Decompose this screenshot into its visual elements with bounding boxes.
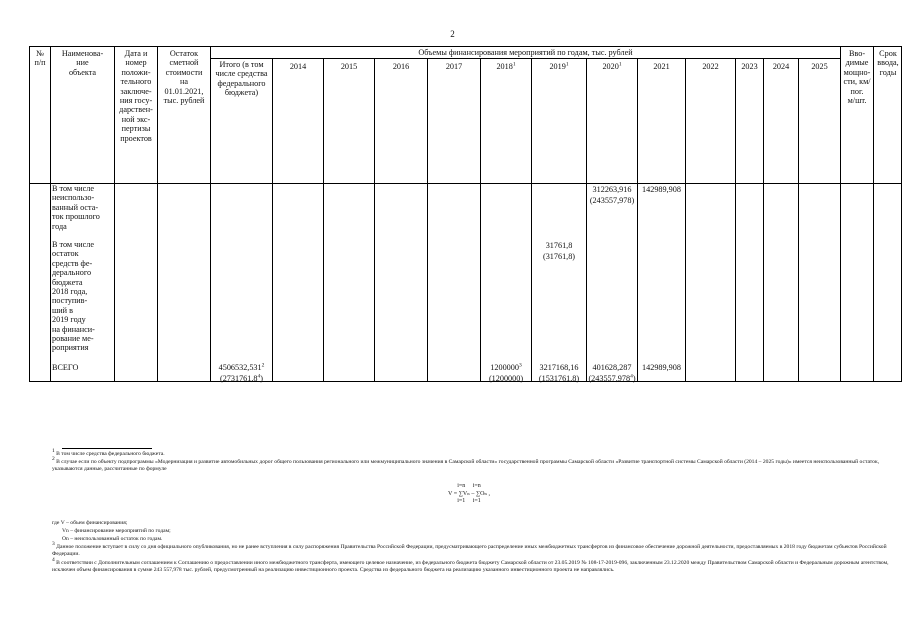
- header-number: № п/п: [34, 49, 46, 68]
- row-unused-2021: 142989,908: [642, 185, 681, 194]
- header-year-2016: 2016: [392, 62, 410, 71]
- scan-edge-artifact: [800, 0, 905, 3]
- row-federal-2019: 31761,8 (31761,8): [542, 241, 576, 261]
- footnote-3: $^3$ Данное положение вступает в силу со дня официального опубликования, но не ранее вступления в силу распоряжения Правительства Российской Федерации, предусматривающего распределение иных межбюджетных трансфертов из финансовое обеспечение дорожной деятельности, предоставляемых в 2018 году бюджетам субъектов Российской Федерации.: [52, 541, 887, 558]
- page-number: 2: [450, 29, 455, 39]
- row-total-2021: 142989,908: [642, 363, 681, 372]
- header-object-name: Наименова- ние объекта: [61, 49, 104, 77]
- funding-table: [29, 46, 902, 382]
- row-total-2019: 3217168,16 (1531761,8): [538, 363, 580, 383]
- footnote-rule: [62, 448, 152, 449]
- header-total: Итого (в том числе средства федерального бюджета): [215, 60, 268, 98]
- footnote-where-on: On – неиспользованный остаток по годам.: [62, 536, 163, 542]
- header-term: Срок ввода, годы: [877, 49, 899, 77]
- row-total-label: ВСЕГО: [52, 363, 79, 372]
- header-year-2021: 2021: [653, 62, 670, 71]
- header-year-2015: 2015: [340, 62, 358, 71]
- footnote-where-v: где V – объем финансирования;: [52, 520, 128, 526]
- row-federal-balance-label: В том числе остаток средств фе- дерального бюджета 2018 года, поступив- ший в 2019 году на финанси- рование ме- роприятия: [52, 240, 95, 353]
- header-year-2014: 2014: [289, 62, 307, 71]
- header-year-2022: 2022: [702, 62, 719, 71]
- header-balance: Остаток сметной стоимости на 01.01.2021, тыс. рублей: [163, 49, 205, 106]
- formula: i=n i=n V = ∑Vₙ – ∑Oₙ , i=1 i=1: [448, 483, 491, 504]
- header-year-2025: 2025: [811, 62, 828, 71]
- footnote-where-vn: Vn – финансирование мероприятий по годам;: [62, 528, 171, 534]
- row-unused-balance-label: В том числе неиспользо- ванный оста- ток прошлого года: [52, 184, 100, 231]
- header-capacity: Вво- димые мощно- сти, км/ пог. м/шт.: [843, 49, 871, 106]
- row-total-2020: 401628,287 (243557,978$^4$): [588, 363, 636, 383]
- row-unused-2020: 312263,916 (243557,978): [589, 185, 635, 205]
- row-total-overall: 4506532,531$^2$ (2731761,8$^4$): [218, 362, 265, 383]
- header-year-2020: 2020$^1$: [602, 61, 622, 71]
- header-funding-group: Объемы финансирования мероприятий по годам, тыс. рублей: [418, 48, 633, 57]
- header-year-2023: 2023: [741, 62, 758, 71]
- header-year-2018: 2018$^1$: [496, 61, 516, 71]
- header-expertise-date: Дата и номер положи- тельного заключе- ния госу- дарствен- ной экс- пертизы проектов: [119, 49, 153, 143]
- row-total-2018: 1200000$^3$ (1200000): [488, 362, 524, 383]
- footnote-1: $^1$ В том числе средства федерального бюджета.: [52, 448, 165, 457]
- header-year-2017: 2017: [445, 62, 463, 71]
- footnote-2: $^2$ В случае если по объекту подпрограммы «Модернизация и развитие автомобильных дорог общего пользования регионального или межмуниципального значения в Самарской области» государственной программы Самарской области «Развитие транспортной системы Самарской области (2014 – 2025 годы)» имеется неиспользованный остаток, указываются данные, рассчитанные по формуле: [52, 456, 880, 473]
- header-year-2024: 2024: [772, 62, 790, 71]
- header-year-2019: 2019$^1$: [549, 61, 569, 71]
- footnote-4: $^4$ В соответствии с Дополнительным соглашением к Соглашению о предоставлении иного межбюджетного трансферта, имеющего целевое назначение, из федерального бюджета бюджету Самарской области от 23.05.2019 № 108-17-2019-096, заключенным 23.12.2020 между Правительством Самарской области и Федеральным дорожным агентством, исключен объем финансирования в сумме 243 557,978 тыс. рублей, предусмотренный на реализацию инвестиционного проекта. Средства из федерального бюджета на реализацию указанного инвестиционного проекта не направлялись.: [52, 557, 889, 574]
